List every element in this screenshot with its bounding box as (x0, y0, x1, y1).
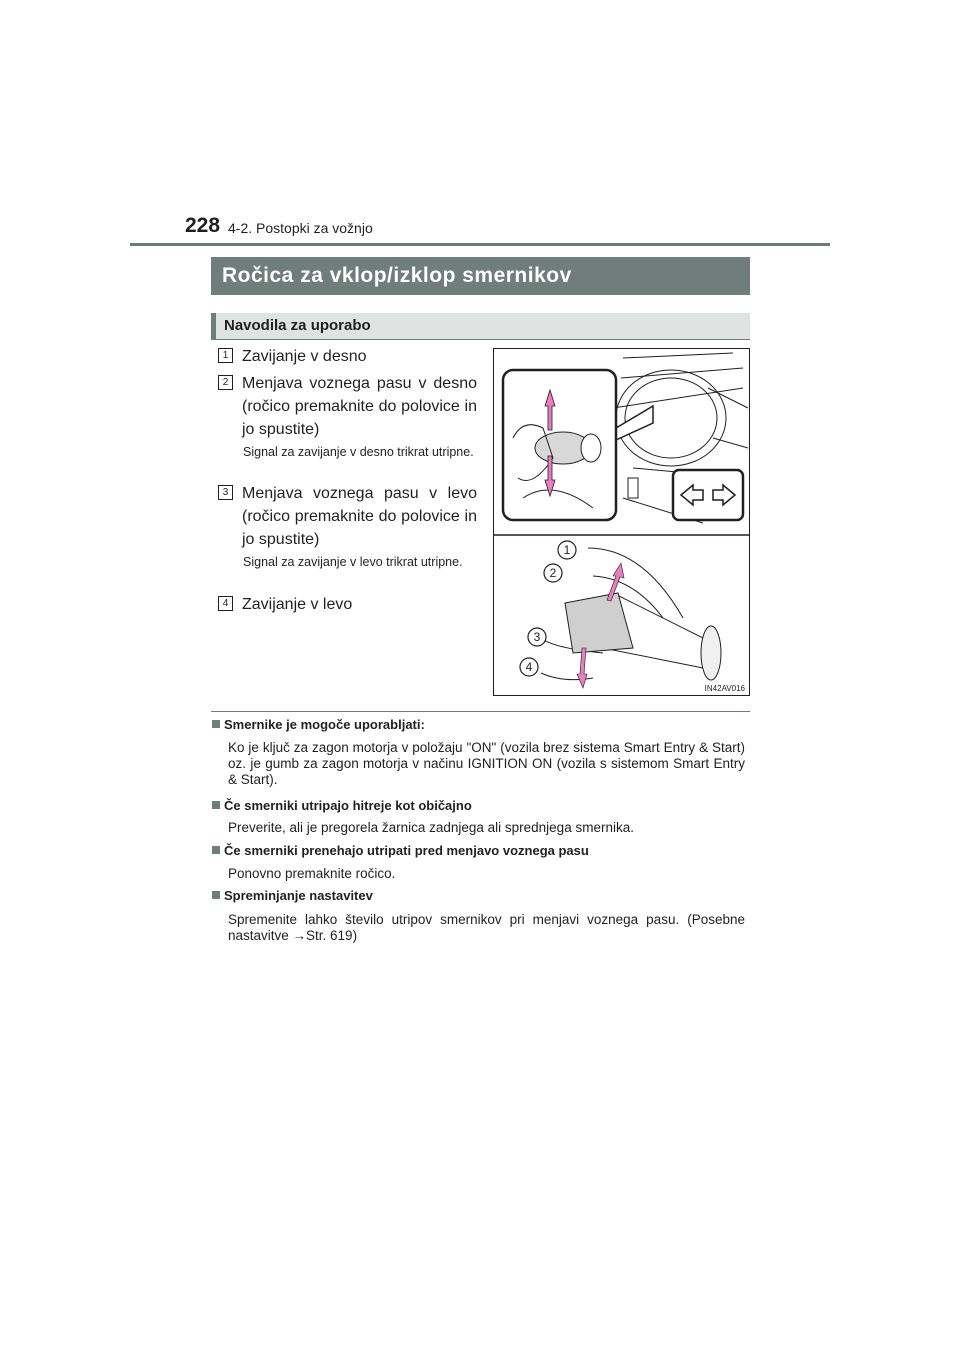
callout-3: 3 (533, 630, 541, 644)
step-4-text: Zavijanje v levo (242, 596, 353, 613)
section-header: 4-2. Postopki za vožnjo (228, 220, 373, 236)
bullet-square-icon (212, 801, 220, 809)
bullet-square-icon (212, 891, 220, 899)
subtitle-accent (211, 313, 216, 339)
step-3-text: Menjava voznega pasu v levo (ročico premaknite do polovice in jo spustite) (242, 485, 477, 548)
step-number-1: 1 (218, 348, 233, 363)
bullet-square-icon (212, 846, 220, 854)
note-body-3: Ponovno premaknite ročico. (228, 866, 396, 881)
note-heading-1: Smernike je mogoče uporabljati: (212, 717, 425, 732)
figure-code: IN42AV016 (704, 684, 745, 693)
step-2-note: Signal za zavijanje v desno trikrat utripne. (243, 445, 474, 459)
step-number-2: 2 (218, 375, 233, 390)
subtitle-bar (211, 313, 750, 339)
subtitle: Navodila za uporabo (224, 317, 371, 334)
turn-signal-figure (493, 348, 750, 696)
note-heading-4: Spreminjanje nastavitev (212, 888, 373, 903)
step-2-text: Menjava voznega pasu v desno (ročico premaknite do polovice in jo spustite) (242, 375, 477, 438)
step-1-text: Zavijanje v desno (242, 348, 367, 365)
title-bar (211, 257, 750, 295)
header-rule (130, 243, 830, 246)
turn-signal-illustration (493, 348, 750, 696)
step-3-note: Signal za zavijanje v levo trikrat utripne. (243, 555, 463, 569)
note-body-2: Preverite, ali je pregorela žarnica zadnjega ali sprednjega smernika. (228, 820, 634, 835)
section-divider (211, 711, 750, 712)
callout-1: 1 (563, 543, 571, 557)
note-body-4: Spremenite lahko število utripov smernikov pri menjavi voznega pasu. (Posebne nastavitve →Str. 619) (228, 912, 745, 943)
bullet-square-icon (212, 720, 220, 728)
note-heading-3: Če smerniki prenehajo utripati pred menjavo voznega pasu (212, 843, 589, 858)
note-heading-2: Če smerniki utripajo hitreje kot običajno (212, 798, 472, 813)
note-body-1: Ko je ključ za zagon motorja v položaju "ON" (vozila brez sistema Smart Entry & Start) oz. je gumb za zagon motorja v načinu IGNITION ON (vozila s sistemom Smart Entry & Start). (228, 740, 745, 787)
step-number-4: 4 (218, 596, 233, 611)
page-number: 228 (185, 214, 221, 237)
subtitle-rule (211, 339, 750, 340)
callout-4: 4 (525, 660, 533, 674)
step-number-3: 3 (218, 485, 233, 500)
callout-2: 2 (549, 566, 557, 580)
page-title: Ročica za vklop/izklop smernikov (222, 264, 572, 287)
